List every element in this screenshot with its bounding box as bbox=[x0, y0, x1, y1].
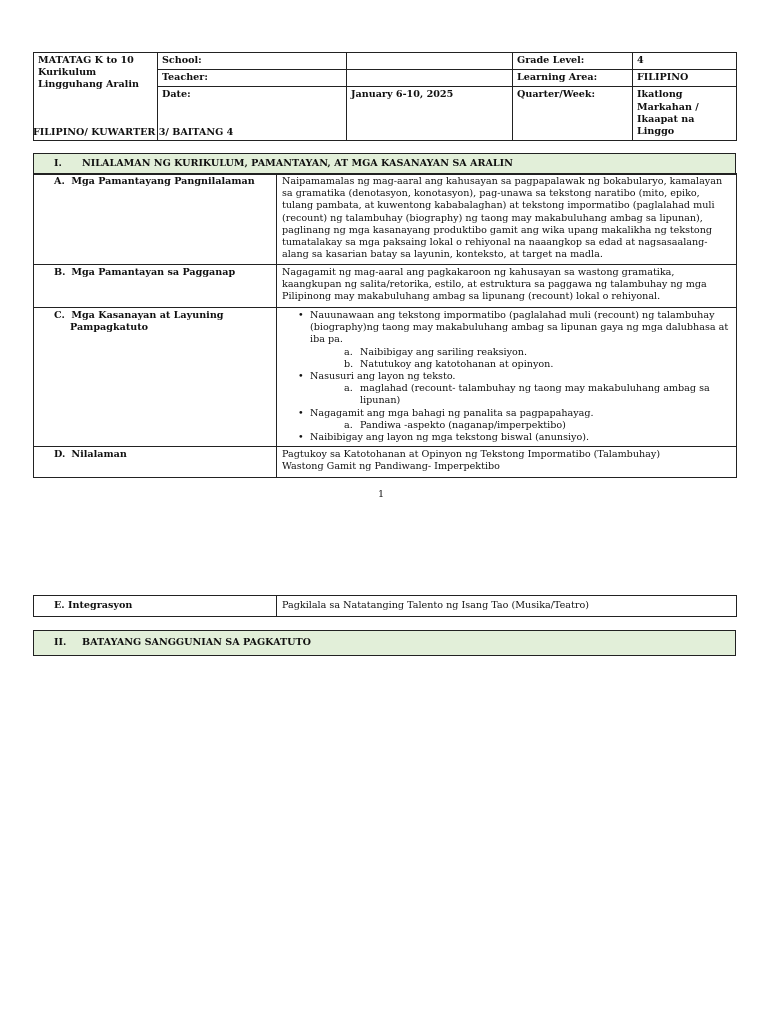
date-value: January 6-10, 2025 bbox=[347, 87, 513, 141]
sub-marker: a. bbox=[344, 419, 353, 431]
sub-text: maglahad (recount- talambuhay ng taong may makabuluhang ambag sa lipunan) bbox=[360, 383, 710, 407]
learning-area-value: FILIPINO bbox=[633, 70, 737, 87]
row-c-letter: C. bbox=[54, 310, 65, 321]
objective-item bbox=[310, 432, 731, 444]
row-c-label-line1: Mga Kasanayan at Layuning bbox=[71, 310, 224, 321]
row-c bbox=[34, 308, 737, 447]
subject-line: FILIPINO/ KUWARTER 3/ BAITANG 4 bbox=[33, 127, 234, 138]
row-a-label: Mga Pamantayang Pangnilalaman bbox=[71, 176, 255, 187]
sub-marker: a. bbox=[344, 383, 353, 395]
objective-1-sublist bbox=[310, 347, 731, 371]
sub-marker: a. bbox=[344, 346, 353, 358]
sub-text: Natutukoy ang katotohanan at opinyon. bbox=[360, 358, 554, 370]
grade-level-value: 4 bbox=[633, 53, 737, 70]
row-c-content bbox=[277, 308, 737, 447]
row-d-line1: Pagtukoy sa Katotohanan at Opinyon ng Tekstong Impormatibo (Talambuhay) bbox=[282, 449, 661, 461]
row-c-label-line2: Pampagkatuto bbox=[70, 322, 149, 334]
sub-marker: b. bbox=[344, 358, 354, 370]
objective-3-sublist bbox=[310, 420, 731, 432]
teacher-label: Teacher: bbox=[158, 70, 347, 87]
row-b-label: Mga Pamantayan sa Pagganap bbox=[71, 267, 236, 278]
date-label: Date: bbox=[158, 87, 347, 141]
objective-1-text: Nauunawaan ang tekstong impormatibo (paglalahad muli (recount) ng talambuhay (biography)ng taong may makabuluhang ambag sa lipunan gaya ng mga dalubhasa at iba pa. bbox=[310, 310, 729, 346]
sub-text: Pandiwa -aspekto (naganap/imperpektibo) bbox=[360, 419, 566, 431]
objective-2-sublist bbox=[310, 383, 731, 407]
page-number: 1 bbox=[378, 489, 385, 500]
row-a-letter: A. bbox=[54, 176, 65, 187]
sub-text: Naibibigay ang sariling reaksiyon. bbox=[360, 346, 528, 358]
section-2-heading bbox=[33, 630, 736, 656]
objective-item bbox=[310, 408, 731, 432]
section-1-title: NILALAMAN NG KURIKULUM, PAMANTAYAN, AT MGA KASANAYAN SA ARALIN bbox=[82, 157, 513, 169]
row-b-text: Nagagamit ng mag-aaral ang pagkakaroon ng kahusayan sa wastong gramatika, kaangkupan ng salita/retorika, estilo, at estruktura sa paggawa ng talambuhay ng mga Pilipinong may makabuluhang ambag sa lipunang (recount) lokal o rehiyonal. bbox=[277, 265, 737, 308]
section-2-title: BATAYANG SANGGUNIAN SA PAGKATUTO bbox=[82, 636, 312, 648]
objective-2-text: Nasusuri ang layon ng teksto. bbox=[310, 371, 456, 383]
row-d-line2: Wastong Gamit ng Pandiwang- Imperpektibo bbox=[282, 461, 500, 473]
curriculum-title: Kurikulum Lingguhang Aralin bbox=[38, 67, 139, 91]
row-e-label-cell bbox=[34, 596, 277, 617]
row-d-label: Nilalaman bbox=[71, 449, 127, 461]
program-title: MATATAG K to 10 bbox=[38, 55, 134, 66]
school-label: School: bbox=[158, 53, 347, 70]
learning-objectives-list bbox=[282, 310, 731, 444]
curriculum-content-table bbox=[33, 173, 737, 478]
row-a bbox=[34, 174, 737, 265]
quarter-week-value: Ikatlong Markahan / Ikaapat na Linggo bbox=[633, 87, 737, 141]
section-1-number: I. bbox=[54, 157, 62, 169]
grade-level-label: Grade Level: bbox=[513, 53, 633, 70]
row-b-letter: B. bbox=[54, 267, 66, 278]
row-e-letter: E. bbox=[54, 599, 65, 611]
sub-item bbox=[344, 358, 731, 371]
objective-3-text: Nagagamit ang mga bahagi ng panalita sa pagpapahayag. bbox=[310, 407, 594, 419]
row-d-label-cell bbox=[34, 447, 277, 478]
learning-area-label: Learning Area: bbox=[513, 70, 633, 87]
row-c-label-cell bbox=[34, 308, 277, 447]
objective-item bbox=[310, 310, 731, 371]
objective-item bbox=[310, 371, 731, 408]
section-2-number: II. bbox=[54, 636, 67, 648]
sub-item bbox=[344, 383, 731, 407]
quarter-week-label: Quarter/Week: bbox=[513, 87, 633, 141]
objective-4-text: Naibibigay ang layon ng mga tekstong biswal (anunsiyo). bbox=[310, 432, 590, 444]
row-d bbox=[34, 447, 737, 478]
section-1-heading bbox=[33, 153, 736, 175]
row-e bbox=[34, 596, 737, 617]
row-a-text: Naipamamalas ng mag-aaral ang kahusayan sa pagpapalawak ng bokabularyo, kamalayan sa gramatika (denotasyon, konotasyon), pag-unawa sa tekstong naratibo (mito, epiko, tulang pambata, at kuwentong kababalaghan) at tekstong impormatibo (paglalahad muli (recount) ng talambuhay (biography) ng taong may makabuluhang ambag sa lipunan), paglinang ng mga kasanayang produktibo gamit ang wika upang makalikha ng tekstong tumatalakay sa mga paksaing lokal o rehiyonal na naaangkop sa edad at nagsasaalang-alang sa kasarian batay sa layunin, konteksto, at target na madla. bbox=[277, 174, 737, 265]
row-e-label: Integrasyon bbox=[68, 599, 133, 611]
teacher-value bbox=[347, 70, 513, 87]
integration-table bbox=[33, 595, 737, 617]
school-value bbox=[347, 53, 513, 70]
row-b-label-cell bbox=[34, 265, 277, 308]
row-b bbox=[34, 265, 737, 308]
row-a-label-cell bbox=[34, 174, 277, 265]
sub-item bbox=[344, 346, 731, 359]
row-d-letter: D. bbox=[54, 449, 66, 461]
row-d-content bbox=[277, 447, 737, 478]
row-e-text: Pagkilala sa Natatanging Talento ng Isang Tao (Musika/Teatro) bbox=[277, 596, 737, 617]
sub-item bbox=[344, 419, 731, 432]
